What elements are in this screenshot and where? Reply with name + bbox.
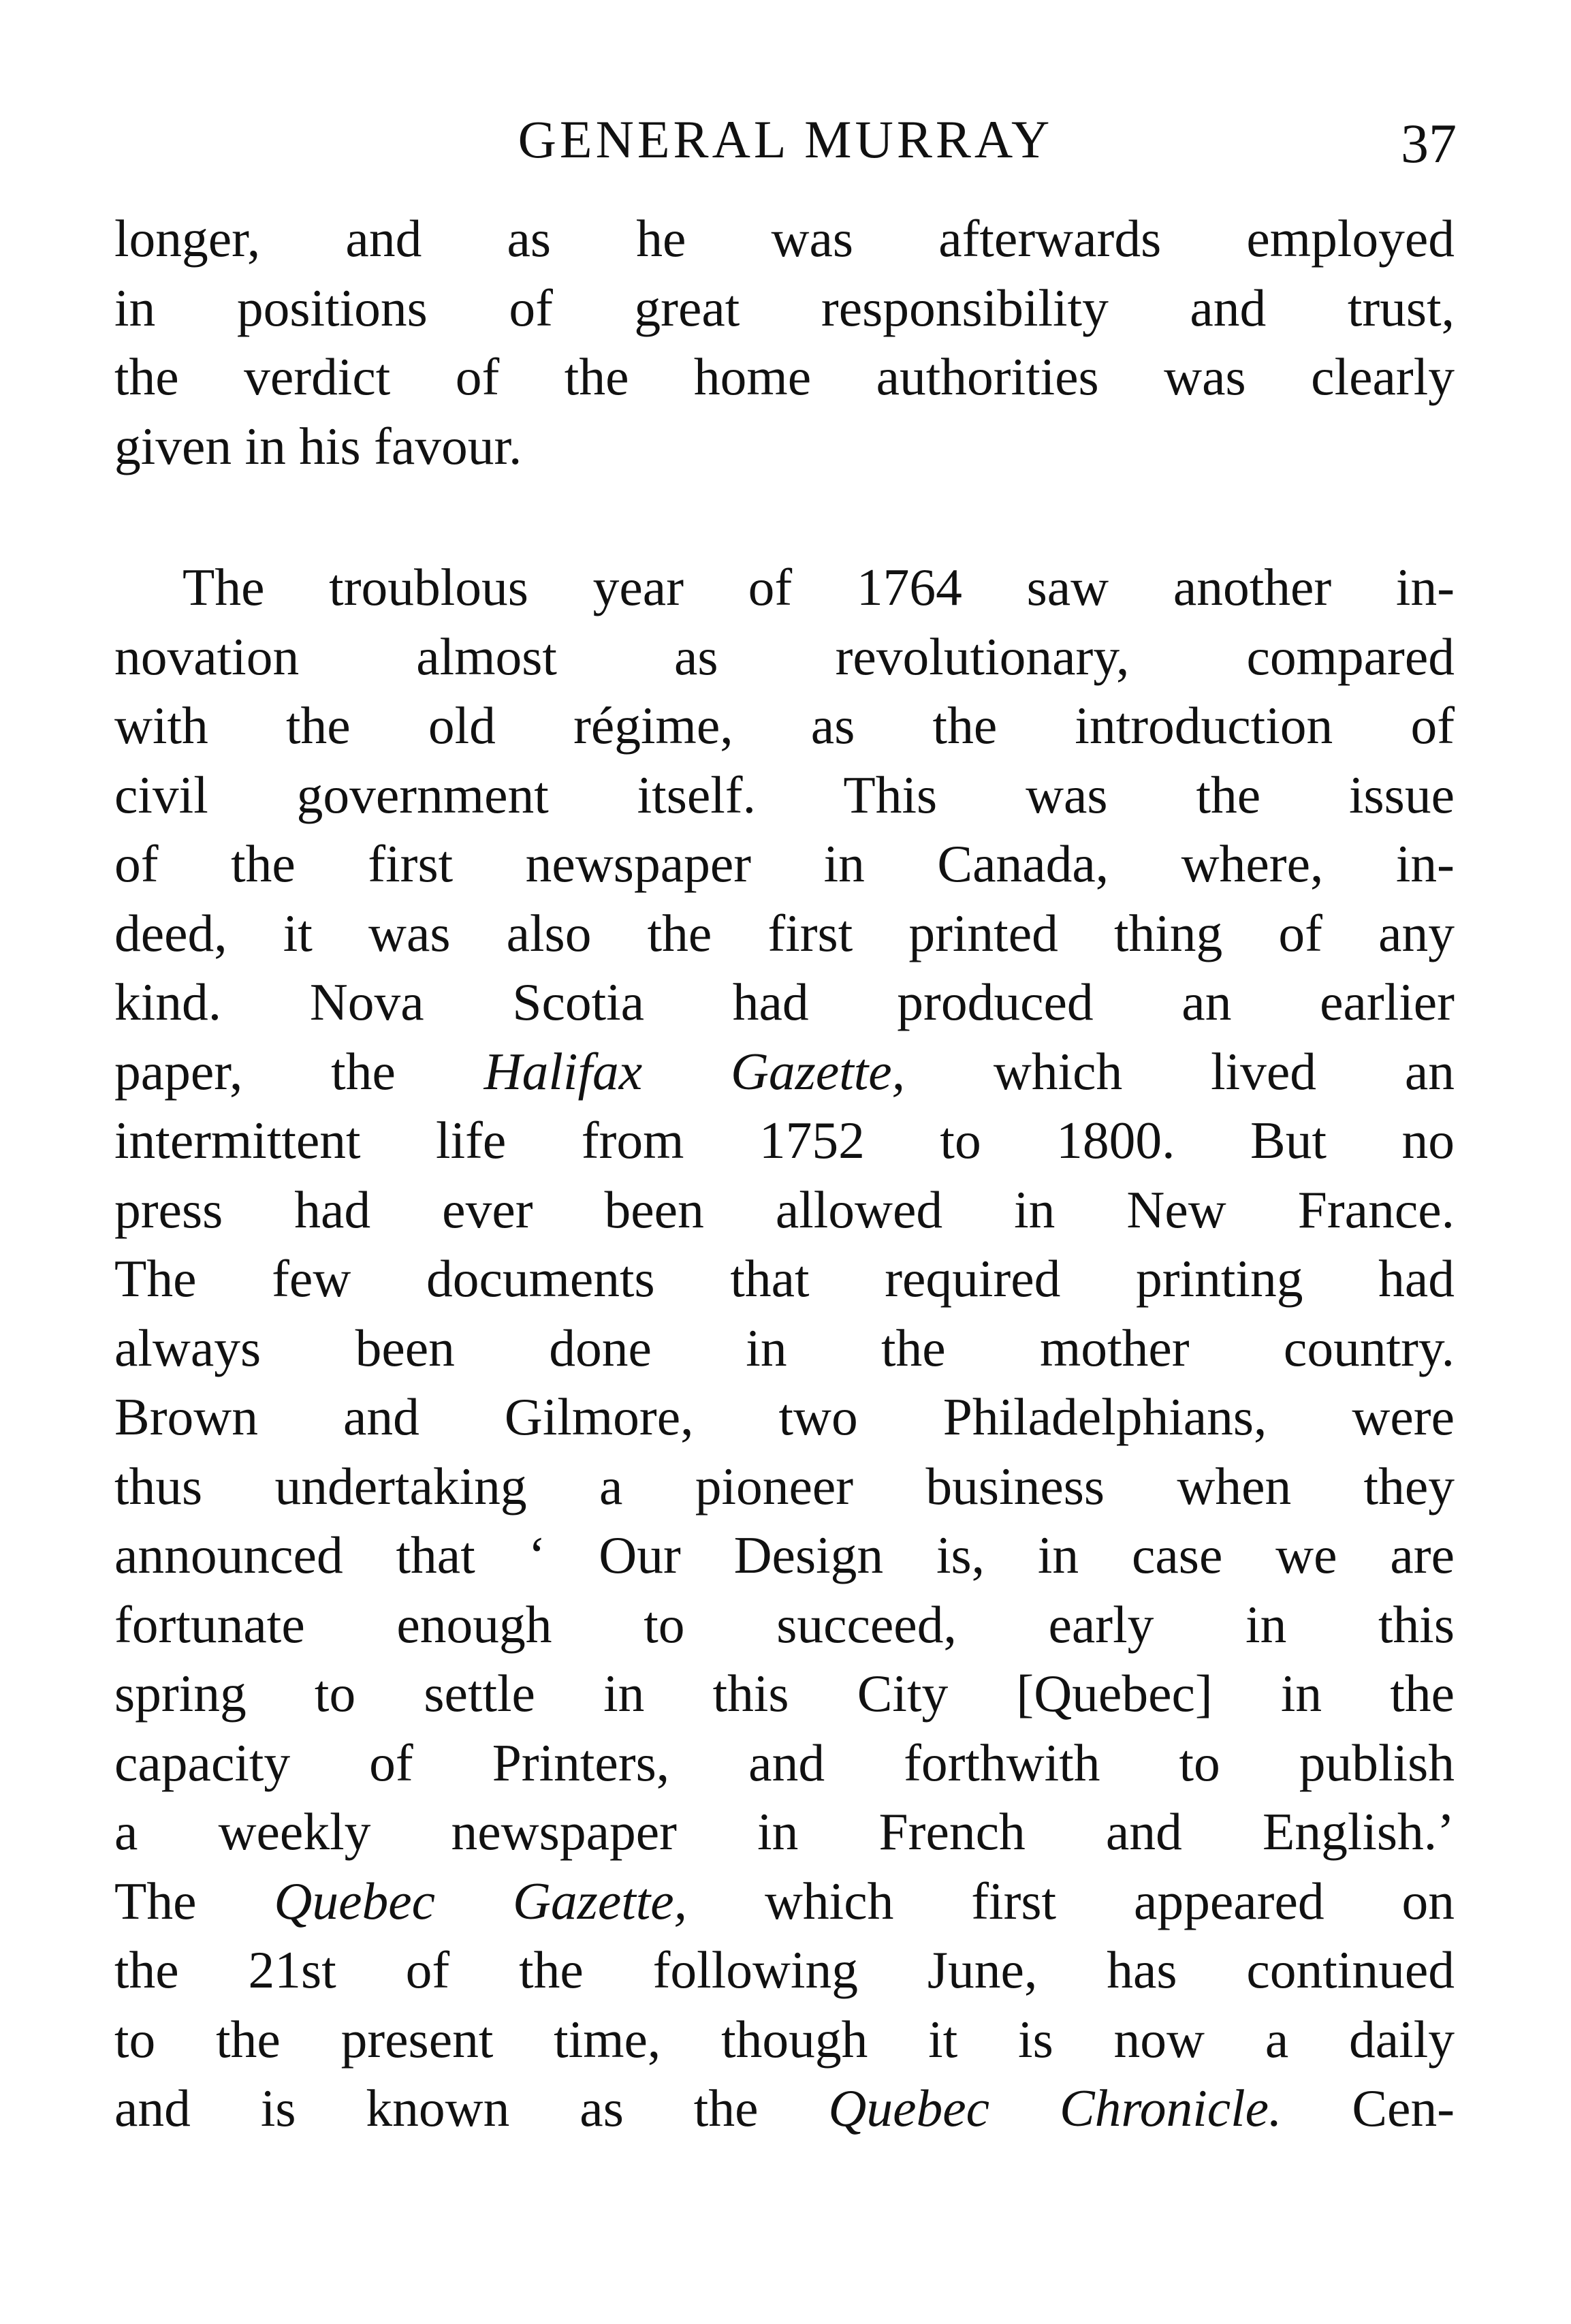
text-line: kind. Nova Scotia had produced an earlier xyxy=(114,973,1455,1031)
text-line: Brown and Gilmore, two Philadelphians, were xyxy=(114,1387,1455,1446)
paragraph-1 xyxy=(114,204,1455,481)
running-head xyxy=(114,102,1457,177)
text-line: The troublous year of 1764 saw another in- xyxy=(183,558,1455,616)
text-line-with-italic xyxy=(114,1037,1455,1107)
text-line: The few documents that required printing had xyxy=(114,1249,1455,1308)
italic-title: Halifax Gazette, xyxy=(483,1041,906,1101)
italic-title: Quebec Chronicle. xyxy=(828,2079,1282,2137)
italic-title: Quebec Gazette, xyxy=(274,1871,688,1930)
text-line: capacity of Printers, and forthwith to publish xyxy=(114,1733,1455,1792)
text-line: the verdict of the home authorities was clearly xyxy=(114,347,1455,406)
text-line: thus undertaking a pioneer business when they xyxy=(114,1456,1455,1516)
running-title: GENERAL MURRAY xyxy=(518,110,1053,169)
text-line: press had ever been allowed in New France. xyxy=(114,1180,1455,1239)
text-line-with-italic xyxy=(114,2074,1455,2144)
text-line: given in his favour. xyxy=(114,416,522,475)
text-line: longer, and as he was afterwards employed xyxy=(114,209,1455,268)
text-run: which lived an xyxy=(905,1041,1455,1101)
text-run: and is known as the xyxy=(114,2079,829,2137)
text-line: of the first newspaper in Canada, where, in- xyxy=(114,834,1455,893)
text-run: which first appeared on xyxy=(687,1871,1455,1930)
text-line: deed, it was also the first printed thing of any xyxy=(114,903,1455,962)
text-line: a weekly newspaper in French and English.’ xyxy=(114,1802,1455,1861)
text-line: to the present time, though it is now a daily xyxy=(114,2009,1455,2069)
text-line: civil government itself. This was the issue xyxy=(114,765,1455,824)
text-line: intermittent life from 1752 to 1800. But no xyxy=(114,1111,1455,1169)
text-line: with the old régime, as the introduction of xyxy=(114,696,1455,755)
text-line: spring to settle in this City [Quebec] in the xyxy=(114,1664,1455,1723)
text-line: announced that ‘ Our Design is, in case we are xyxy=(114,1526,1455,1584)
text-line: in positions of great responsibility and trust, xyxy=(114,278,1455,337)
text-line: always been done in the mother country. xyxy=(114,1318,1455,1377)
text-run: The xyxy=(114,1871,274,1930)
text-line-with-italic xyxy=(114,1867,1455,1936)
text-line: the 21st of the following June, has continued xyxy=(114,1941,1455,1999)
paragraph-2 xyxy=(114,553,1455,2144)
page-number: 37 xyxy=(1401,112,1457,174)
text-line: novation almost as revolutionary, compared xyxy=(114,627,1455,686)
text-run: Cen- xyxy=(1282,2079,1455,2137)
text-run: paper, the xyxy=(114,1041,484,1101)
text-line: fortunate enough to succeed, early in this xyxy=(114,1595,1455,1654)
